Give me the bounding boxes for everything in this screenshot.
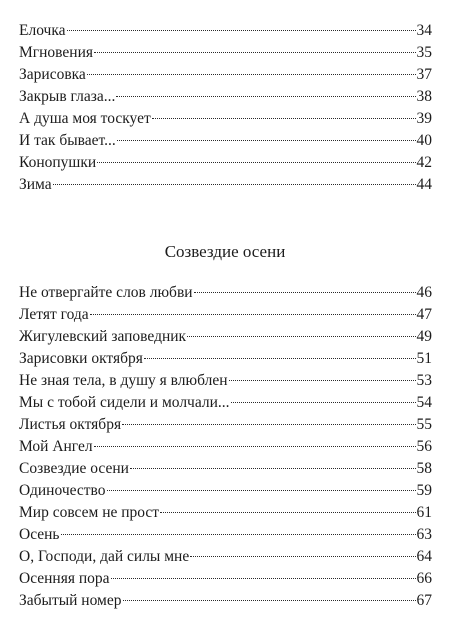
toc-entry [19, 42, 432, 64]
toc-entry-page-number: 55 [416, 416, 432, 433]
toc-entry-page-number: 61 [416, 504, 432, 521]
toc-entry-page-number: 64 [416, 548, 432, 565]
toc-entry [19, 568, 432, 590]
toc-entry [19, 524, 432, 546]
toc-entry [19, 20, 432, 42]
toc-entry-page-number: 59 [416, 482, 432, 499]
dot-leader [122, 424, 415, 425]
toc-entry-title: Не отвергайте слов любви [19, 284, 193, 301]
toc-entry-page-number: 51 [416, 350, 432, 367]
toc-entry-page-number: 40 [416, 132, 432, 149]
toc-entry [19, 590, 432, 612]
toc-entry-title: Зарисовка [19, 66, 86, 83]
section-heading: Созвездие осени [164, 242, 286, 261]
toc-entry-title: Забытый номер [19, 592, 122, 609]
toc-entry-page-number: 53 [416, 372, 432, 389]
dot-leader [117, 140, 416, 141]
dot-leader [94, 52, 415, 53]
dot-leader [231, 402, 416, 403]
toc-entry [19, 130, 432, 152]
toc-entry-page-number: 49 [416, 328, 432, 345]
dot-leader [116, 96, 415, 97]
toc-entry-title: Мгновения [19, 44, 94, 61]
toc-entry [19, 304, 432, 326]
toc-entry-page-number: 38 [416, 88, 432, 105]
toc-entry-title: Летят года [19, 306, 89, 323]
dot-leader [130, 468, 416, 469]
toc-entry-title: Зарисовки октября [19, 350, 143, 367]
dot-leader [144, 358, 416, 359]
toc-entry-page-number: 35 [416, 44, 432, 61]
toc-entry-page-number: 44 [416, 176, 432, 193]
toc-entry-page-number: 47 [416, 306, 432, 323]
toc-entry-page-number: 37 [416, 66, 432, 83]
toc-entry [19, 370, 432, 392]
toc-entry [19, 108, 432, 130]
toc-entry-page-number: 42 [416, 154, 432, 171]
dot-leader [190, 556, 415, 557]
toc-entry-title: Конопушки [19, 154, 97, 171]
dot-leader [87, 74, 416, 75]
toc-entry [19, 64, 432, 86]
dot-leader [97, 162, 415, 163]
dot-leader [53, 184, 416, 185]
dot-leader [123, 600, 416, 601]
toc-entry-title: Елочка [19, 22, 66, 39]
toc-entry [19, 348, 432, 370]
toc-entry-page-number: 56 [416, 438, 432, 455]
dot-leader [107, 490, 416, 491]
toc-entry-page-number: 63 [416, 526, 432, 543]
dot-leader [229, 380, 416, 381]
toc-entry-title: Мой Ангел [19, 438, 93, 455]
toc-entry [19, 436, 432, 458]
toc-entry-page-number: 34 [416, 22, 432, 39]
toc-entry [19, 546, 432, 568]
toc-entry-title: И так бывает... [19, 132, 116, 149]
dot-leader [61, 534, 416, 535]
dot-leader [160, 512, 415, 513]
toc-entry-title: Мы с тобой сидели и молчали... [19, 394, 230, 411]
dot-leader [152, 118, 416, 119]
toc-entry-title: Не зная тела, в душу я влюблен [19, 372, 228, 389]
toc-entry-page-number: 67 [416, 592, 432, 609]
toc-entry [19, 458, 432, 480]
dot-leader [194, 292, 416, 293]
toc-entry [19, 152, 432, 174]
toc-entry-page-number: 58 [416, 460, 432, 477]
toc-entry [19, 86, 432, 108]
toc-entry-title: О, Господи, дай силы мне [19, 548, 190, 565]
toc-entry-title: Мир совсем не прост [19, 504, 160, 521]
toc-entry-page-number: 66 [416, 570, 432, 587]
toc-entry [19, 414, 432, 436]
toc-entry [19, 502, 432, 524]
dot-leader [94, 446, 416, 447]
toc-entry-page-number: 46 [416, 284, 432, 301]
toc-entry-title: Одиночество [19, 482, 106, 499]
toc-entry-title: Осень [19, 526, 60, 543]
toc-list-section-2 [19, 282, 432, 612]
dot-leader [111, 578, 416, 579]
toc-entry [19, 282, 432, 304]
toc-entry-title: Зима [19, 176, 52, 193]
toc-entry [19, 480, 432, 502]
toc-entry-title: Жигулевский заповедник [19, 328, 187, 345]
toc-entry-title: А душа моя тоскует [19, 110, 151, 127]
toc-entry-page-number: 54 [416, 394, 432, 411]
toc-list-section-1 [19, 20, 432, 196]
toc-entry-title: Закрыв глаза... [19, 88, 116, 105]
dot-leader [90, 314, 416, 315]
toc-entry [19, 392, 432, 414]
toc-entry-page-number: 39 [416, 110, 432, 127]
dot-leader [187, 336, 415, 337]
dot-leader [67, 30, 416, 31]
toc-entry-title: Созвездие осени [19, 460, 129, 477]
toc-entry-title: Осенняя пора [19, 570, 110, 587]
toc-entry [19, 174, 432, 196]
toc-entry-title: Листья октября [19, 416, 122, 433]
toc-entry [19, 326, 432, 348]
